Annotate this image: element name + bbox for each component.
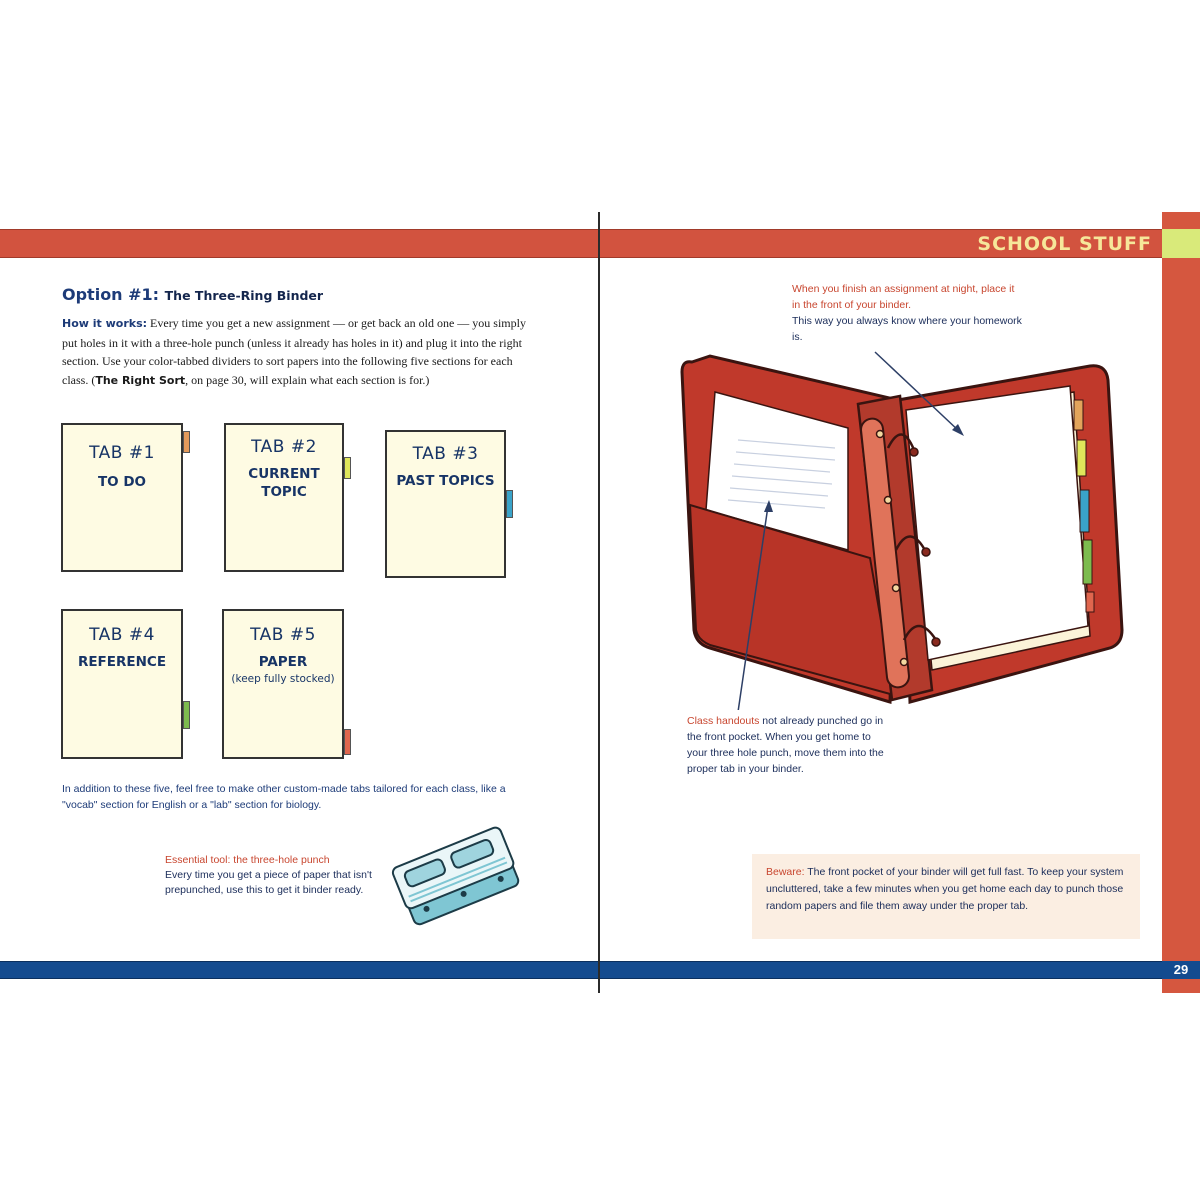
- tab-card-2: [224, 423, 344, 572]
- beware-text: The front pocket of your binder will get full fast. To keep your system uncluttered, take a few minutes when you get home each day to punch those random papers and file them away under the proper tab.: [766, 866, 1124, 912]
- tab-card-label: TAB #5: [250, 625, 316, 645]
- divider-tab-blue: [506, 490, 513, 518]
- callout-finish-assignment: [792, 281, 1022, 345]
- page-heading: [62, 285, 323, 304]
- intro-text-2: , on page 30, will explain what each section is for.): [185, 372, 430, 387]
- tab-card-name: PAST TOPICS: [396, 473, 495, 489]
- page-edge-band: [1162, 212, 1200, 993]
- callout-bottom-red: Class handouts: [687, 715, 760, 727]
- tip-text: Every time you get a piece of paper that isn't prepunched, use this to get it binder ready.: [165, 869, 372, 896]
- book-spine: [598, 212, 600, 993]
- footer-band: [0, 961, 1162, 979]
- tab-card-label: TAB #2: [251, 437, 317, 457]
- page-number: 29: [1162, 961, 1200, 979]
- binder-illustration: [670, 340, 1140, 710]
- hole-punch-tip: [165, 853, 385, 898]
- tab-card-name: TO DO: [97, 474, 147, 490]
- callout-bottom-text: not already punched go in the front pocket. When you get home to your three hole punch, move them into the proper tab in your binder.: [687, 715, 884, 775]
- tab-card-label: TAB #1: [89, 443, 155, 463]
- beware-lead: Beware:: [766, 866, 805, 878]
- tab-card-label: TAB #3: [412, 444, 479, 464]
- tip-highlight: Essential tool: the three-hole punch: [165, 854, 330, 866]
- heading-title: The Three-Ring Binder: [164, 288, 324, 303]
- divider-tab-yellow: [344, 457, 351, 479]
- tab-card-1: [61, 423, 183, 572]
- intro-lead: How it works:: [62, 317, 148, 330]
- tab-card-name: PAPER: [258, 654, 308, 670]
- divider-tab-orange: [183, 431, 190, 453]
- intro-reference: The Right Sort: [95, 373, 186, 387]
- beware-box: [752, 854, 1140, 939]
- tab-card-name: CURRENT TOPIC: [248, 466, 320, 500]
- intro-text-1: Every time you get a new assignment — or get back an old one — you simply put holes in it with a three-hole punch (unless it already has holes in it) and plug it into the right section. Use your color-tabbed dividers to sort papers into the following five sections for each class. (: [62, 316, 526, 387]
- callout-top-blue: This way you always know where your homework is.: [792, 315, 1022, 343]
- tab-card-5: [222, 609, 344, 759]
- hole-punch-illustration: [388, 815, 528, 945]
- tab-card-4: [61, 609, 183, 759]
- tab-card-note: (keep fully stocked): [231, 673, 335, 685]
- tab-card-3: [385, 430, 506, 578]
- divider-tab-green: [183, 701, 190, 729]
- callout-top-red: When you finish an assignment at night, place it in the front of your binder.: [792, 283, 1015, 311]
- heading-prefix: Option #1:: [62, 285, 160, 304]
- tab-card-label: TAB #4: [89, 625, 155, 645]
- tab-card-name: REFERENCE: [77, 654, 167, 670]
- section-marker: [1162, 229, 1200, 258]
- divider-tab-red: [344, 729, 351, 755]
- section-title: SCHOOL STUFF: [977, 233, 1152, 255]
- callout-class-handouts: [687, 713, 887, 777]
- intro-paragraph: [62, 314, 540, 390]
- custom-tabs-note: In addition to these five, feel free to make other custom-made tabs tailored for each class, like a "vocab" section for English or a "lab" section for biology.: [62, 783, 506, 811]
